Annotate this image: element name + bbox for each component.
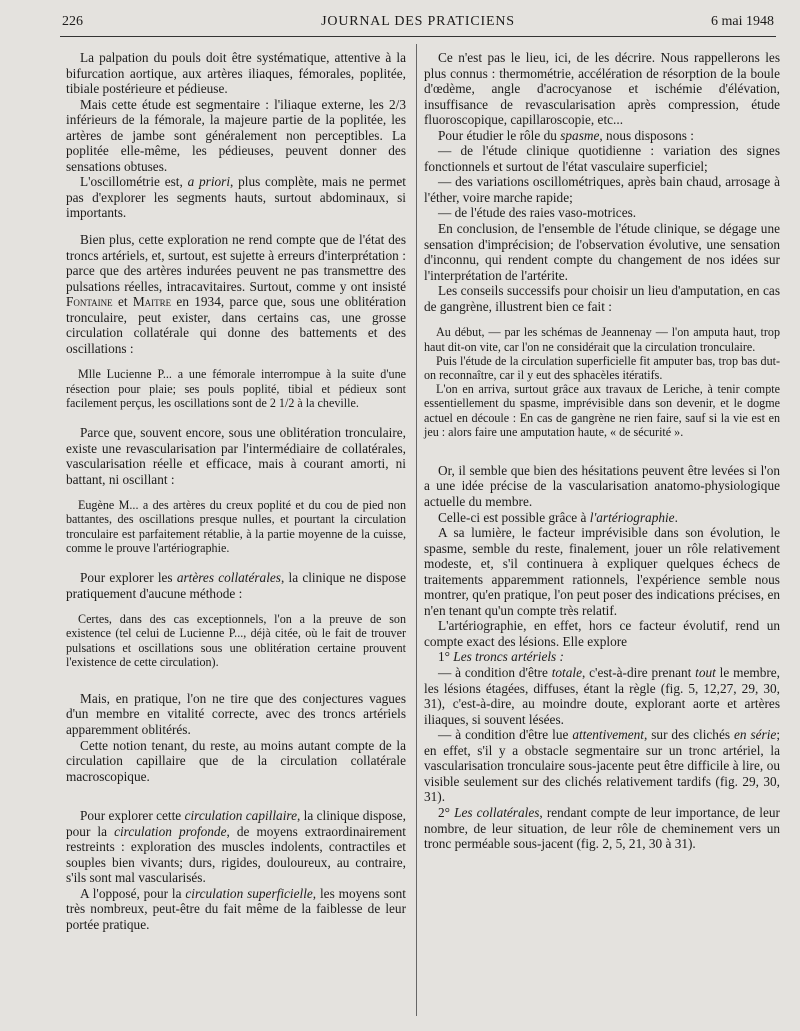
- paragraph: Pour explorer les artères collatérales, la clinique ne dispose pratiquement d'aucune méthode :: [66, 570, 406, 601]
- case-example: Eugène M... a des artères du creux poplité et du cou de pied non battantes, des oscillations presque nulles, et pourtant la circulation tronculaire est parfaitement rétablie, à la partie moyenne de la cuisse, comme le prouve l'artériographie.: [66, 498, 406, 555]
- paragraph: Cette notion tenant, du reste, au moins autant compte de la circulation capillaire que de la circulation collatérale macroscopique.: [66, 737, 406, 784]
- paragraph: Mais, en pratique, l'on ne tire que des conjectures vagues d'un membre en vitalité correcte, avec des troncs artériels apparemment oblitérés.: [66, 690, 406, 737]
- list-item: — à condition d'être lue attentivement, sur des clichés en série; en effet, s'il y a obstacle segmentaire sur un tronc artériel, la vascularisation tronculaire sous-jacente peut être difficile à lire, ou visible seulement sur des clichés relativement tardifs (fig. 29, 30, 31).: [424, 727, 781, 805]
- list-item: — de l'étude des raies vaso-motrices.: [438, 205, 637, 221]
- paragraph: Bien plus, cette exploration ne rend compte que de l'état des troncs artériels, et, surtout, est sujette à erreurs d'interprétation : parce que des artères indurées peuvent ne pas transmettre des pulsations réelles, intracavitaires. Surtout, comme y ont insisté Fontaine et Maitre en 1934, parce que, sous une oblitération tronculaire, peut exister, dans certains cas, une grosse circulation collatérale qui donne des battements et des oscillations :: [66, 232, 406, 356]
- paragraph: Celle-ci est possible grâce à l'artériographie.: [438, 509, 678, 525]
- right-column: [424, 50, 780, 852]
- paragraph: A sa lumière, le facteur imprévisible dans son évolution, le spasme, semble du reste, finalement, jouer un rôle relativement modeste, et, s'il continuera à expliquer quelques échecs de traitements apparemment rationnels, l'expérience semble nous montrer, qu'en pratique, l'on peut poser des indications précises, en n'en tenant qu'un compte très relatif.: [424, 525, 780, 618]
- paragraph: La palpation du pouls doit être systématique, attentive à la bifurcation aortique, aux artères iliaques, fémorales, poplitée, tibiale postérieure et pédieuse.: [66, 50, 406, 97]
- paragraph: Les conseils successifs pour choisir un lieu d'amputation, en cas de gangrène, illustrent bien ce fait :: [424, 283, 780, 314]
- paragraph: Pour explorer cette circulation capillaire, la clinique dispose, pour la circulation profonde, de moyens extraordinairement restreints : exploration des muscles indolents, contractiles et souples bien vivants; durs, rigides, douloureux, au contraire, s'ils sont mal vascularisés.: [66, 808, 406, 886]
- case-example: L'on en arriva, surtout grâce aux travaux de Leriche, à tenir compte essentiellement du spasme, imprévisible dans son devenir, et le dogme actuel en découle : En cas de gangrène ne rien faire, sauf si la vie est en jeu : alors faire une amputation haute, « de sécurité ».: [424, 382, 780, 439]
- case-example: Certes, dans des cas exceptionnels, l'on a la preuve de son existence (tel celui de Lucienne P..., déjà citée, où le fait de trouver pulsations et oscillations sous une oblitération certaine prouvent l'existence de cette circulation).: [66, 612, 406, 669]
- paragraph: Ce n'est pas le lieu, ici, de les décrire. Nous rappellerons les plus connus : thermométrie, accélération de résorption de la boule d'œdème, angle d'acrocyanose et ischémie d'élévation, insuffisance de revascularisation après compression, étude fluoroscopique, capillaroscopie, etc...: [424, 50, 780, 128]
- case-example: Puis l'étude de la circulation superficielle fit amputer bas, trop bas dut-on reconnaître, car il y eut des sphacèles itératifs.: [424, 353, 780, 382]
- header-rule: [60, 36, 776, 37]
- journal-title: JOURNAL DES PRATICIENS: [321, 14, 515, 29]
- page-number: 226: [62, 14, 83, 29]
- paragraph: Or, il semble que bien des hésitations peuvent être levées si l'on a une idée précise de la vascularisation anatomo-physiologique actuelle du membre.: [424, 462, 780, 510]
- left-column: [66, 50, 406, 933]
- paragraph: En conclusion, de l'ensemble de l'étude clinique, se dégage une sensation d'imprécision; de l'observation évolutive, une sensation d'inconnu, qui rendent compte du changement de nos idées sur l'interprétation de l'artérite.: [424, 221, 780, 283]
- list-item: — des variations oscillométriques, après bain chaud, arrosage à l'éther, voire marche rapide;: [424, 174, 780, 205]
- paragraph: L'artériographie, en effet, hors ce facteur évolutif, rend un compte exact des lésions. Elle explore: [424, 618, 780, 649]
- section-heading: 1° Les troncs artériels :: [438, 649, 564, 665]
- section-paragraph: 2° Les collatérales, rendant compte de leur importance, de leur nombre, de leur situation, de leur rôle de cheminement vers un tronc perméable sous-jacent (fig. 2, 5, 21, 30 à 31).: [424, 804, 780, 852]
- case-example: Au début, — par les schémas de Jeannenay — l'on amputa haut, trop haut dit-on vite, car l'on ne considérait que la circulation tronculaire.: [424, 325, 780, 354]
- paragraph: L'oscillométrie est, a priori, plus complète, mais ne permet pas d'explorer les segments hauts, surtout abdominaux, si importants.: [66, 174, 406, 221]
- paragraph: Mais cette étude est segmentaire : l'iliaque externe, les 2/3 inférieurs de la fémorale, la majeure partie de la poplitée, les artères de jambe sont généralement non perceptibles. La poplitée elle-même, les pédieuses, peuvent donner des sensations obtuses.: [66, 96, 406, 174]
- column-separator: [416, 44, 417, 1016]
- page-header: [62, 12, 774, 34]
- paragraph: Pour étudier le rôle du spasme, nous disposons :: [438, 127, 694, 143]
- issue-date: 6 mai 1948: [711, 14, 774, 29]
- paragraph: A l'opposé, pour la circulation superficielle, les moyens sont très nombreux, peut-être du fait même de la faiblesse de leur portée pratique.: [66, 885, 406, 933]
- paragraph: Parce que, souvent encore, sous une oblitération tronculaire, existe une revascularisation par l'intermédiaire de collatérales, vascularisation réelle et efficace, mais à courant amorti, ni battant, ni oscillant :: [66, 425, 406, 487]
- list-item: — de l'étude clinique quotidienne : variation des signes fonctionnels et surtout de l'état vasculaire superficiel;: [424, 143, 780, 174]
- case-example: Mlle Lucienne P... a une fémorale interrompue à la suite d'une résection pour plaie; ses pouls poplité, tibial et pédieux sont facilement perçus, les oscillations sont de 2 1/2 à la cheville.: [66, 367, 406, 410]
- list-item: — à condition d'être totale, c'est-à-dire prenant tout le membre, les lésions étagées, diffuses, étant la règle (fig. 5, 12,27, 29, 30, 31), c'est-à-dire, au moindre doute, explorant aorte et artères iliaques, si souvent lésées.: [424, 665, 780, 727]
